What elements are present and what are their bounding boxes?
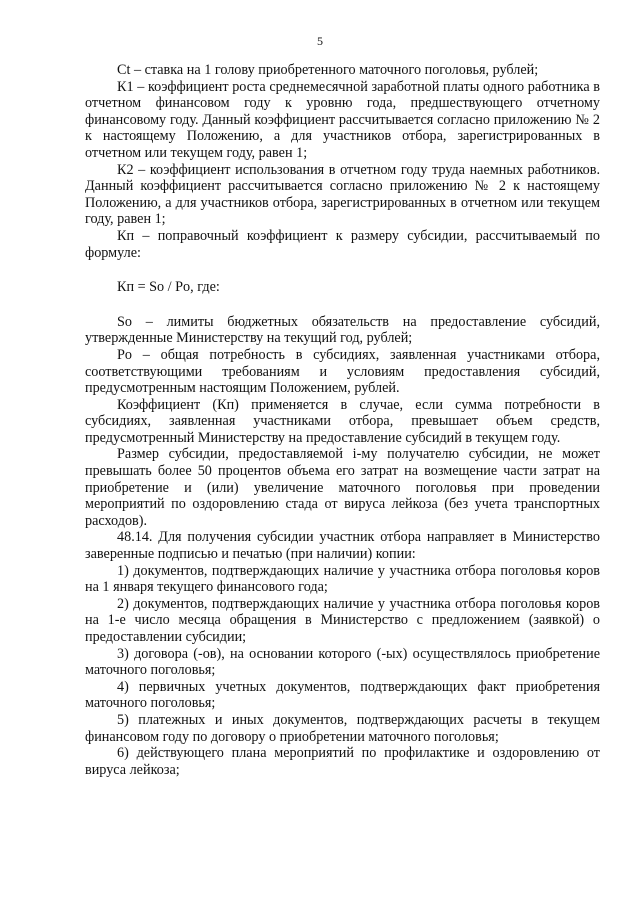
list-item-4: 4) первичных учетных документов, подтверждающих факт приобретения маточного поголовья; [85,678,600,712]
formula-kp: Кп = So / Po, где: [117,279,220,296]
document-body [85,62,600,778]
definition-so: So – лимиты бюджетных обязательств на предоставление субсидий, утвержденные Министерству на текущий год, рублей; [85,313,600,347]
list-item-1: 1) документов, подтверждающих наличие у участника отбора поголовья коров на 1 января текущего финансового года; [85,562,600,596]
list-item-6: 6) действующего плана мероприятий по профилактике и оздоровлению от вируса лейкоза; [85,745,600,778]
definition-po: Po – общая потребность в субсидиях, заявленная участниками отбора, соответствующими требованиям и условиям предоставления субсидий, предусмотренным настоящим Положением, рублей. [85,346,600,397]
page-number: 5 [317,34,323,48]
definition-ct: Ct – ставка на 1 голову приобретенного маточного поголовья, рублей; [117,62,539,78]
list-item-2: 2) документов, подтверждающих наличие у участника отбора поголовья коров на 1-е число месяца обращения в Министерство с предложением (заявкой) о предоставлении субсидии; [85,595,600,645]
list-item-3: 3) договора (-ов), на основании которого (-ых) осуществлялось приобретение маточного поголовья; [85,645,600,679]
definition-k1: К1 – коэффициент роста среднемесячной заработной платы одного работника в отчетном финансовом году к уровню года, предшествующего отчетному финансовому году. Данный коэффициент рассчитывается согласно приложению № 2 к настоящему Положению, а для участников отбора, зарегистрированных в отчетном или текущем году, равен 1; [85,78,600,161]
definition-kp: Кп – поправочный коэффициент к размеру субсидии, рассчитываемый по формуле: [85,227,600,261]
definition-k2: К2 – коэффициент использования в отчетном году труда наемных работников. Данный коэффициент рассчитывается согласно приложению № 2 к настоящему Положению, а для участников отбора, зарегистрированных в отчетном или текущем году, равен 1; [85,161,600,228]
paragraph-subsidy-limit: Размер субсидии, предоставляемой i-му получателю субсидии, не может превышать более 50 процентов объема его затрат на возмещение части затрат на приобретение и (или) увеличение маточного поголовья при проведении мероприятий по оздоровлению стада от вируса лейкоза (без учета транспортных расходов). [85,446,600,529]
list-item-5: 5) платежных и иных документов, подтверждающих расчеты в текущем финансовом году по договору о приобретении маточного поголовья; [85,711,600,745]
clause-48-14: 48.14. Для получения субсидии участник отбора направляет в Министерство заверенные подписью и печатью (при наличии) копии: [85,529,600,563]
paragraph-kp-application: Коэффициент (Кп) применяется в случае, если сумма потребности в субсидиях, заявленная участниками отбора, превышает объем средств, предусмотренный Министерству на предоставление субсидий в текущем году. [85,396,600,446]
